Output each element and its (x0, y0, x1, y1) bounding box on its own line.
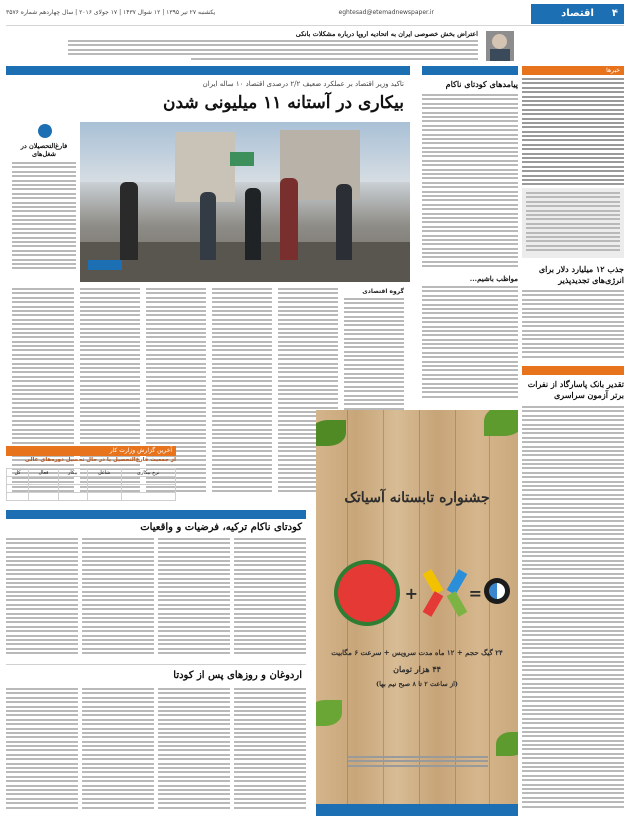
columnist-photo (486, 31, 514, 61)
table-header-cell: شاغل (87, 469, 121, 477)
issue-date: یکشنبه ۲۷ تیر ۱۳۹۵ | ۱۲ شوال ۱۴۳۷ | ۱۷ جولای ۲۰۱۶ | سال چهاردهم شماره ۳۵۷۶ (6, 9, 216, 16)
stats-table-box (6, 446, 176, 508)
equals-icon: = (468, 584, 482, 603)
table-row (7, 493, 176, 501)
right-sidebar (522, 66, 624, 816)
table-header-cell: نرخ بیکاری (121, 469, 175, 477)
main-photo (80, 122, 410, 282)
main-kicker: تاکید وزیر اقتصاد بر عملکرد ضعیف ۲/۲ درصدی اقتصاد ۱۰ ساله ایران (202, 80, 404, 88)
table-header-cell: بیکار (58, 469, 87, 477)
top-column (6, 28, 624, 64)
page-header (6, 4, 624, 26)
main-byline: گروه اقتصادی (362, 288, 404, 295)
table-header-cell: فعال (29, 469, 59, 477)
news-section-head: خبرها (522, 66, 624, 75)
quote-icon (38, 124, 52, 138)
quote-title: فارغ‌التحصیلان در شغل‌های (20, 142, 68, 158)
middle-subhead: مواظب باشیم... (469, 274, 518, 283)
page-number: ۴ (611, 8, 618, 19)
lower-title-2: اردوغان و روزهای پس از کودتا (173, 670, 302, 681)
table-header-cell: کل (7, 469, 29, 477)
main-headline: بیکاری در آستانه ۱۱ میلیونی شدن (162, 93, 404, 113)
stats-table (6, 468, 176, 501)
plus-icon: + (404, 584, 418, 603)
sidebar-headline-1: جذب ۱۲ میلیارد دلار برای انرژی‌های تجدیدپذیر (538, 264, 624, 285)
table-title: آخرین گزارش وزارت کار (6, 446, 176, 456)
car-badge-icon (484, 578, 510, 604)
section-label: اقتصاد (531, 4, 624, 24)
middle-title: پیامدهای کودتای ناکام (445, 79, 518, 89)
ad-hours: (از ساعت ۲ تا ۸ صبح نیم بها) (376, 680, 458, 688)
ad-line-1: ۲۴ گیگ حجم + ۱۲ ماه مدت سرویس + سرعت ۶ مگابیت (331, 648, 503, 657)
lower-left-stories (6, 510, 306, 816)
quote-box (12, 122, 76, 282)
middle-column (422, 66, 518, 406)
ad-title: جشنواره تابستانه آسیاتک (344, 490, 490, 506)
watermelon-icon (334, 560, 400, 626)
email-address[interactable]: eghtesad@etemadnewspaper.ir (338, 9, 434, 16)
lower-title-1: کودتای ناکام ترکیه، فرضیات و واقعیات (140, 522, 302, 533)
table-row (7, 485, 176, 493)
table-subtitle: از جمعیت فارغ‌التحصیل یا در حال تحصیل دوره‌های عالی (24, 457, 176, 463)
table-header-row (7, 469, 176, 477)
ad-price: ۴۴ هزار تومان (393, 664, 441, 674)
brand-logo-icon (424, 570, 466, 616)
top-column-title: اعتراض بخش خصوصی ایران به اتحادیه اروپا درباره مشکلات بانکی (295, 30, 478, 38)
sidebar-headline-2: تقدیر بانک پاسارگاد از نفرات برتر آزمون سراسری (527, 379, 624, 400)
advertisement[interactable] (316, 410, 518, 816)
table-row (7, 477, 176, 485)
